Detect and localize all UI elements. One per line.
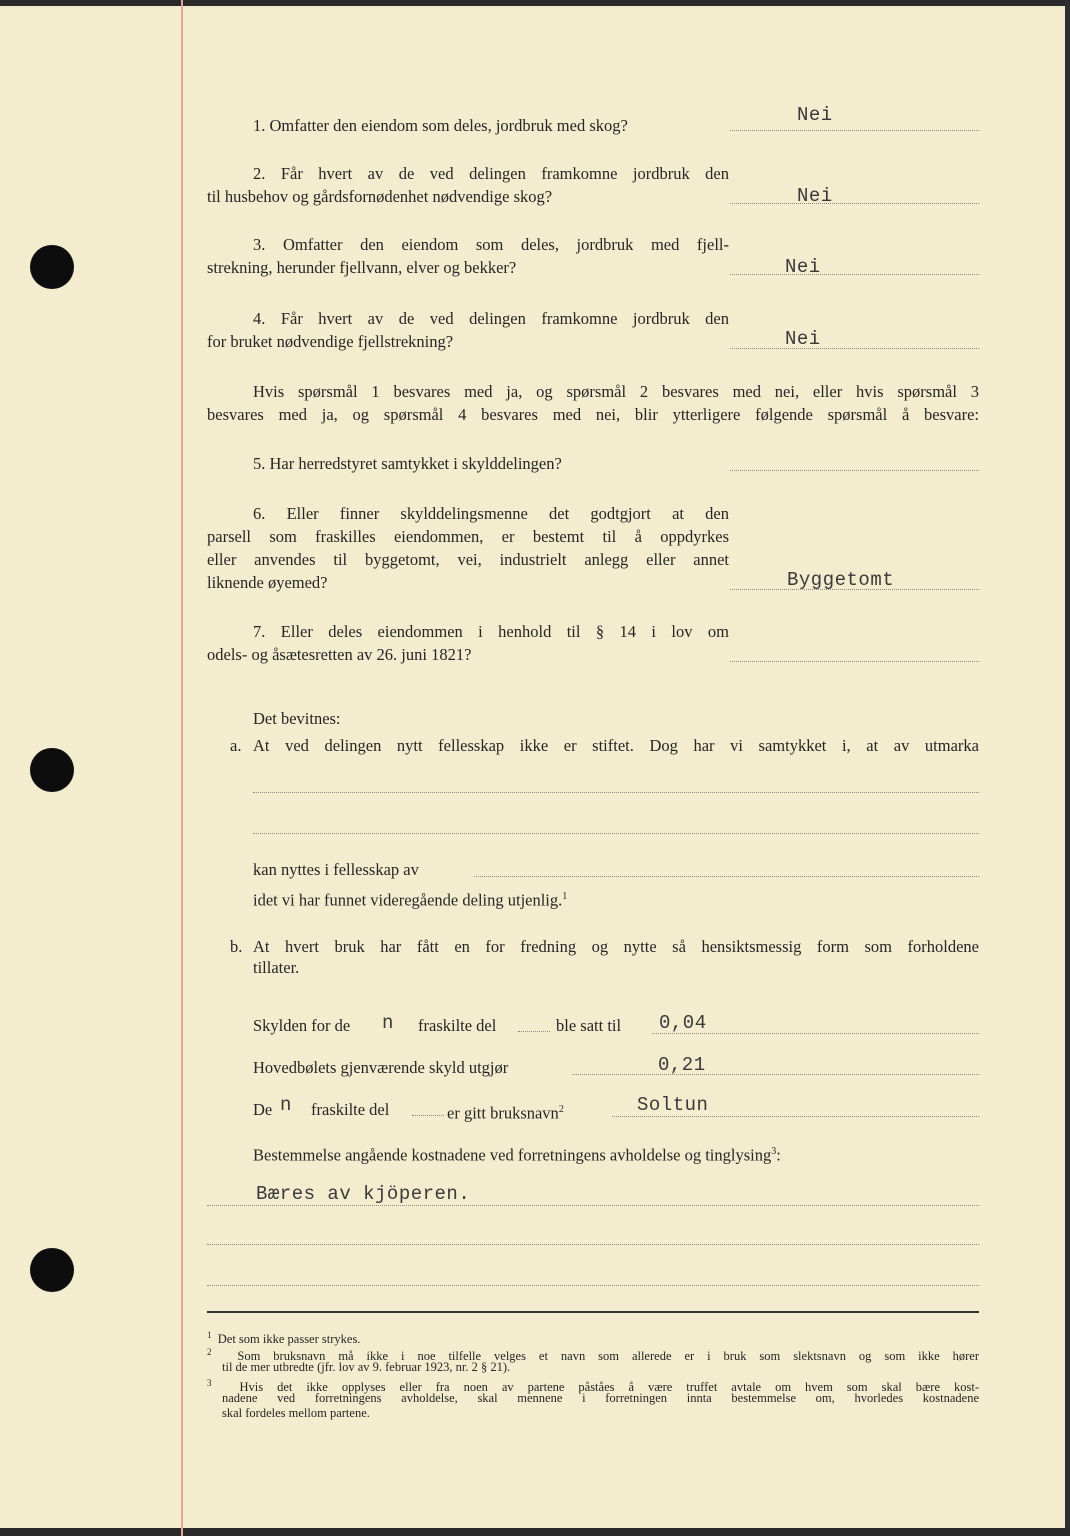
attest-a-reason-text: idet vi har funnet videregående deling utjenlig. — [253, 890, 563, 910]
question-3-line-2: strekning, herunder fjellvann, elver og bekker? — [207, 258, 517, 277]
blank-line — [253, 833, 979, 834]
blank-line — [474, 876, 979, 877]
bruksnavn-suffix: n — [280, 1094, 292, 1116]
question-2-line-2: til husbehov og gårdsfornødenhet nødvendige skog? — [207, 187, 553, 206]
question-6-line-4: liknende øyemed? — [207, 573, 328, 592]
question-7-line-2: odels- og åsætesretten av 26. juni 1821? — [207, 645, 472, 664]
attest-heading: Det bevitnes: — [253, 709, 341, 728]
attest-a-label: a. — [230, 736, 242, 755]
red-margin-line — [181, 0, 183, 1536]
question-6-line-3: eller anvendes til byggetomt, vei, industrielt anlegg eller annet — [207, 550, 729, 569]
footnote-ref: 2 — [558, 1104, 564, 1115]
question-1: 1. Omfatter den eiendom som deles, jordbruk med skog? — [253, 116, 628, 135]
bruksnavn-prefix: De — [253, 1100, 273, 1119]
answer-6: Byggetomt — [787, 569, 895, 591]
bruksnavn-after — [447, 1100, 564, 1124]
question-2-line-1: 2. Får hvert av de ved delingen framkomne jordbruk den — [253, 164, 729, 183]
question-6-line-2: parsell som fraskilles eiendommen, er bestemt til å oppdyrkes — [207, 527, 729, 546]
hovedbol-value: 0,21 — [658, 1054, 706, 1076]
answer-4: Nei — [785, 328, 821, 350]
footnote-ref: 3 — [771, 1146, 777, 1157]
blank-line — [612, 1116, 979, 1117]
footnote-3-text: Hvis det ikke opplyses eller fra noen av partene påståes å være truffet avtale om hvem som skal bære kost- — [239, 1380, 980, 1395]
question-5: 5. Har herredstyret samtykket i skylddelingen? — [253, 454, 562, 473]
footnote-number: 1 — [207, 1330, 212, 1340]
bruksnavn-mid: fraskilte del — [311, 1100, 390, 1119]
blank-line — [207, 1244, 979, 1245]
kostnader-label-text: Bestemmelse angående kostnadene ved forretningens avholdelse og tinglysing — [253, 1145, 772, 1165]
blank-line — [518, 1031, 550, 1032]
footnote-2-line-2: til de mer utbredte (jfr. lov av 9. februar 1923, nr. 2 § 21). — [222, 1360, 511, 1374]
question-6-line-1: 6. Eller finner skylddelingsmenne det godtgjort at den — [253, 504, 729, 523]
attest-b-line-2: tillater. — [253, 958, 300, 977]
blank-line — [253, 792, 979, 793]
answer-line-4 — [730, 348, 979, 349]
kostnader-label — [253, 1142, 781, 1166]
kostnader-colon: : — [776, 1145, 781, 1165]
punch-hole-icon — [30, 1248, 74, 1292]
answer-line-5 — [730, 470, 979, 471]
conditional-intro-line-2: besvares med ja, og spørsmål 4 besvares med nei, blir ytterligere følgende spørsmål å besvare: — [207, 405, 979, 424]
attest-b-line-1: At hvert bruk har fått en for fredning og nytte så hensiktsmessig form som forholdene — [253, 937, 979, 956]
answer-2: Nei — [797, 185, 833, 207]
footnote-ref: 1 — [562, 891, 568, 902]
bruksnavn-after-text: er gitt bruksnavn — [447, 1103, 559, 1123]
footnote-number: 2 — [207, 1347, 212, 1357]
attest-a-reason — [253, 887, 567, 911]
punch-hole-icon — [30, 748, 74, 792]
question-4-line-2: for bruket nødvendige fjellstrekning? — [207, 332, 454, 351]
footnote-divider — [207, 1311, 979, 1313]
answer-line-1 — [730, 130, 979, 131]
scan-top-edge — [0, 0, 1070, 6]
question-7-line-1: 7. Eller deles eiendommen i henhold til § 14 i lov om — [253, 622, 729, 641]
footnote-3-line-2: nadene ved forretningens avholdelse, skal mennene i forretningen innta bestemmelse om, hvorledes kostnadene — [222, 1391, 979, 1405]
kostnader-value: Bæres av kjöperen. — [256, 1183, 471, 1205]
footnote-2-text: Som bruksnavn må ikke i noe tilfelle velges et navn som allerede er i bruk som slektsnavn og som ikke hører — [237, 1349, 980, 1364]
attest-a-common-use: kan nyttes i fellesskap av — [253, 860, 419, 879]
punch-hole-icon — [30, 245, 74, 289]
answer-line-3 — [730, 274, 979, 275]
skyld-prefix: Skylden for de — [253, 1016, 351, 1035]
blank-line — [207, 1205, 979, 1206]
hovedbol-label: Hovedbølets gjenværende skyld utgjør — [253, 1058, 509, 1077]
question-4-line-1: 4. Får hvert av de ved delingen framkomne jordbruk den — [253, 309, 729, 328]
skyld-mid: fraskilte del — [418, 1016, 497, 1035]
skyld-suffix: n — [382, 1012, 394, 1034]
scan-right-edge — [1065, 0, 1070, 1536]
conditional-intro-line-1: Hvis spørsmål 1 besvares med ja, og spørsmål 2 besvares med nei, eller hvis spørsmål 3 — [253, 382, 979, 401]
scan-bottom-edge — [0, 1528, 1070, 1536]
footnote-1-text: Det som ikke passer strykes. — [217, 1332, 361, 1347]
attest-b-label: b. — [230, 937, 243, 956]
skyld-after: ble satt til — [556, 1016, 622, 1035]
answer-3: Nei — [785, 256, 821, 278]
question-3-line-1: 3. Omfatter den eiendom som deles, jordbruk med fjell- — [253, 235, 729, 254]
blank-line — [207, 1285, 979, 1286]
answer-line-2 — [730, 203, 979, 204]
answer-1: Nei — [797, 104, 833, 126]
footnote-number: 3 — [207, 1378, 212, 1388]
answer-line-7 — [730, 661, 979, 662]
attest-a-text: At ved delingen nytt fellesskap ikke er stiftet. Dog har vi samtykket i, at av utmarka — [253, 736, 979, 755]
footnote-3-line-3: skal fordeles mellom partene. — [222, 1406, 370, 1420]
blank-line — [572, 1074, 979, 1075]
bruksnavn-value: Soltun — [637, 1094, 709, 1116]
skyld-value: 0,04 — [659, 1012, 707, 1034]
blank-line — [412, 1115, 444, 1116]
